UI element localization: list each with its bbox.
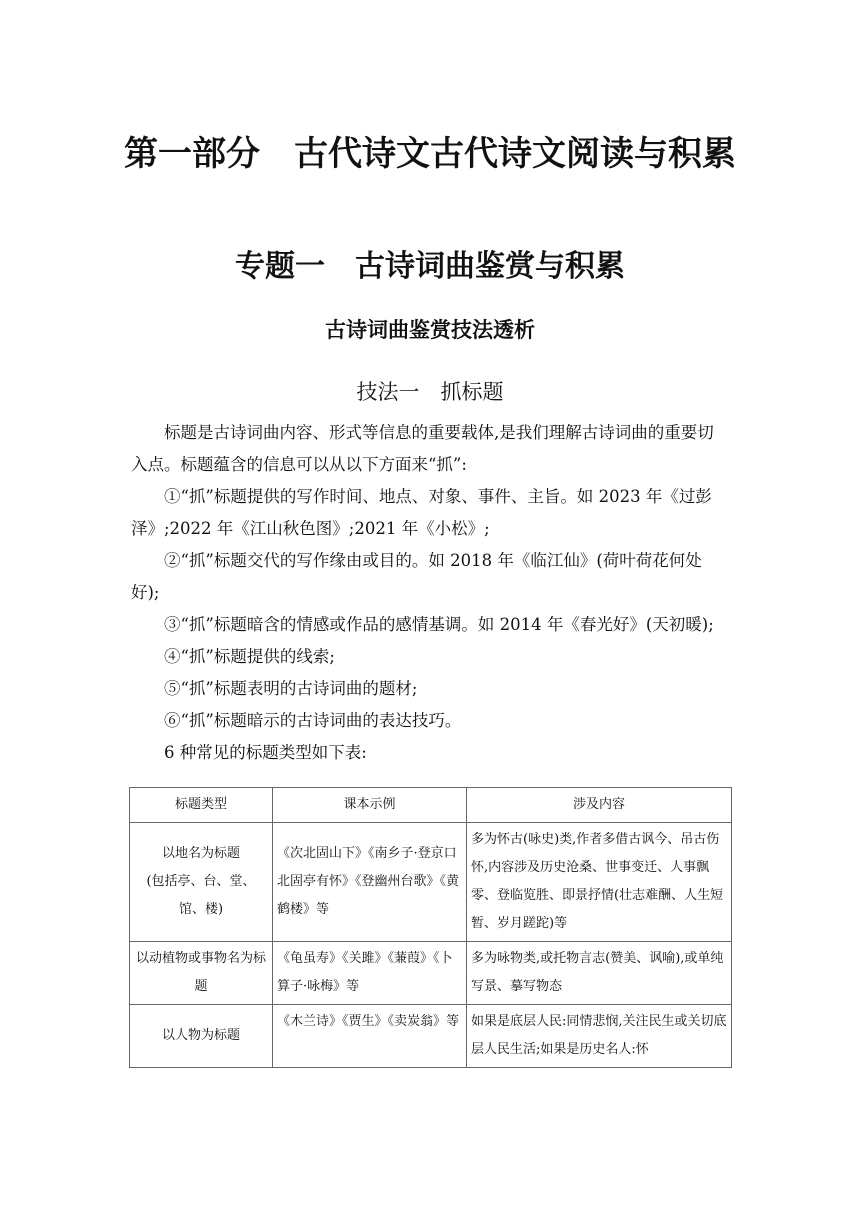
point-4: ④“抓”标题提供的线索; [164, 647, 335, 666]
technique-title: 技法一 抓标题 [356, 380, 504, 404]
section-title: 古诗词曲鉴赏技法透析 [325, 318, 535, 342]
header-type: 标题类型 [130, 788, 273, 823]
header-content: 涉及内容 [467, 788, 732, 823]
table-row [130, 942, 732, 1005]
cell-examples: 《木兰诗》《贾生》《卖炭翁》等 [273, 1005, 467, 1068]
table-intro: 6 种常见的标题类型如下表: [164, 743, 367, 762]
cell-examples: 《次北固山下》《南乡子·登京口北固亭有怀》《登幽州台歌》《黄鹤楼》等 [273, 823, 467, 942]
point-2: ②“抓”标题交代的写作缘由或目的。如 2018 年《临江仙》(荷叶荷花何处好); [131, 551, 702, 602]
point-6: ⑥“抓”标题暗示的古诗词曲的表达技巧。 [164, 711, 462, 730]
title-types-table [129, 787, 732, 1068]
point-3: ③“抓”标题暗含的情感或作品的感情基调。如 2014 年《春光好》(天初暖); [164, 615, 714, 634]
part-title: 第一部分 古代诗文古代诗文阅读与积累 [124, 134, 736, 174]
header-examples: 课本示例 [273, 788, 467, 823]
table-row [130, 1005, 732, 1068]
cell-type [130, 823, 273, 942]
cell-type: 以动植物或事物名为标题 [130, 942, 273, 1005]
table-header-row [130, 788, 732, 823]
cell-content: 多为怀古(咏史)类,作者多借古讽今、吊古伤怀,内容涉及历史沧桑、世事变迁、人事飘零、登临览胜、即景抒情(壮志难酬、人生短暂、岁月蹉跎)等 [467, 823, 732, 942]
cell-examples: 《龟虽寿》《关雎》《蒹葭》《卜算子·咏梅》等 [273, 942, 467, 1005]
type-note: (包括亭、台、堂、馆、楼) [146, 874, 256, 917]
body-text [131, 417, 729, 769]
table-row [130, 823, 732, 942]
point-1: ①“抓”标题提供的写作时间、地点、对象、事件、主旨。如 2023 年《过彭泽》;2022 年《江山秋色图》;2021 年《小松》; [131, 487, 712, 538]
point-5: ⑤“抓”标题表明的古诗词曲的题材; [164, 679, 418, 698]
intro-paragraph: 标题是古诗词曲内容、形式等信息的重要载体,是我们理解古诗词曲的重要切入点。标题蕴含的信息可以从以下方面来“抓”: [131, 423, 714, 474]
cell-content: 如果是底层人民:同情悲悯,关注民生或关切底层人民生活;如果是历史名人:怀 [467, 1005, 732, 1068]
topic-title: 专题一 古诗词曲鉴赏与积累 [235, 249, 625, 284]
cell-type: 以人物为标题 [130, 1005, 273, 1068]
cell-content: 多为咏物类,或托物言志(赞美、讽喻),或单纯写景、摹写物态 [467, 942, 732, 1005]
type-label: 以地名为标题 [161, 846, 240, 861]
